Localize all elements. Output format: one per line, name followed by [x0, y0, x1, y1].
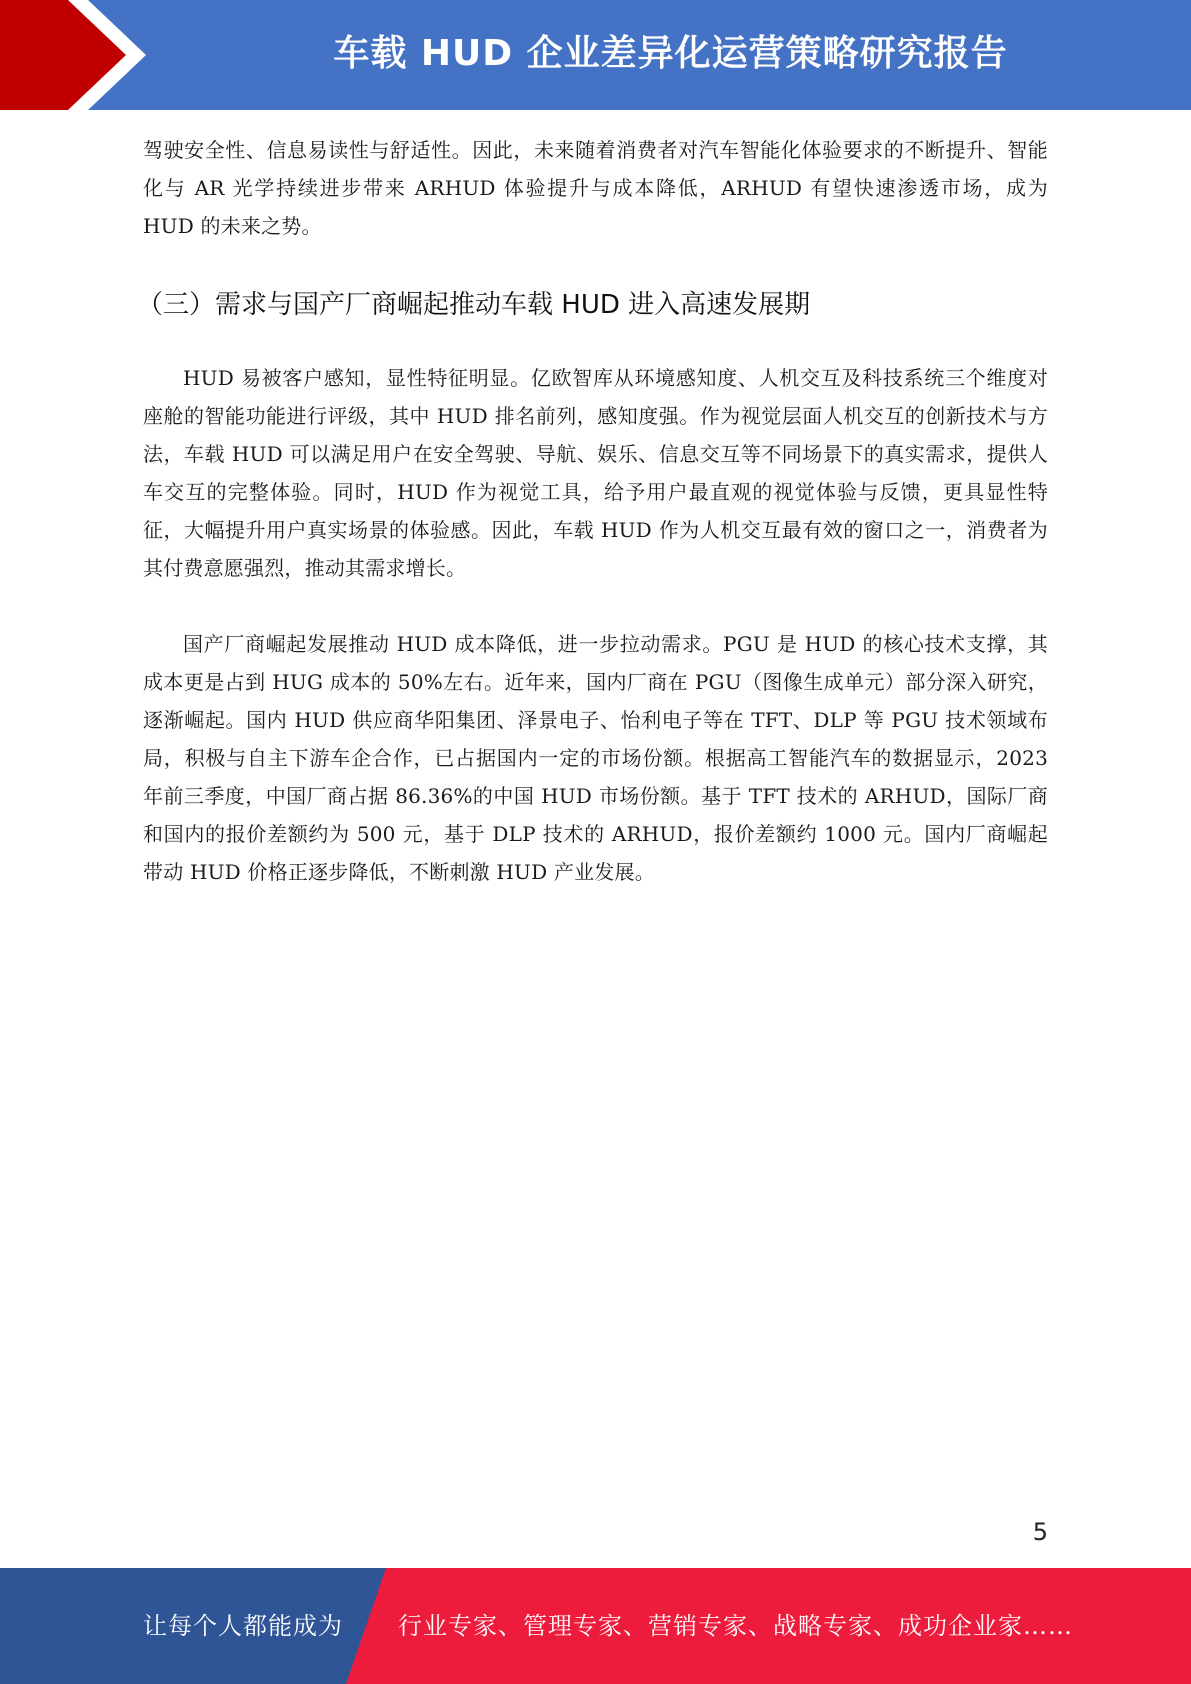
main-content — [137, 131, 1048, 891]
report-title: 车载 HUD 企业差异化运营策略研究报告 — [333, 33, 1008, 74]
page-header — [0, 0, 1191, 110]
page-footer — [0, 1568, 1191, 1684]
footer-slogan-left: 让每个人都能成为 — [143, 1612, 343, 1640]
header-chevron-shape — [0, 0, 160, 110]
footer-slogan-right: 行业专家、管理专家、营销专家、战略专家、成功企业家…… — [398, 1612, 1073, 1640]
section-heading: （三）需求与国产厂商崛起推动车载 HUD 进入高速发展期 — [137, 290, 811, 320]
body-paragraph-2: 国产厂商崛起发展推动 HUD 成本降低，进一步拉动需求。PGU 是 HUD 的核心技术支撑，其成本更是占到 HUG 成本的 50%左右。近年来，国内厂商在 PGU（图像生成单元）部分深入研究，逐渐崛起。国内 HUD 供应商华阳集团、泽景电子、怡利电子等在 TFT、DLP 等 PGU 技术领域布局，积极与自主下游车企合作，已占据国内一定的市场份额。根据高工智能汽车的数据显示，2023 年前三季度，中国厂商占据 86.36%的中国 HUD 市场份额。基于 TFT 技术的 ARHUD，国际厂商和国内的报价差额约为 500 元，基于 DLP 技术的 ARHUD，报价差额约 1000 元。国内厂商崛起带动 HUD 价格正逐步降低，不断刺激 HUD 产业发展。 — [143, 632, 1048, 884]
intro-paragraph: 驾驶安全性、信息易读性与舒适性。因此，未来随着消费者对汽车智能化体验要求的不断提升、智能化与 AR 光学持续进步带来 ARHUD 体验提升与成本降低，ARHUD 有望快速渗透市场，成为 HUD 的未来之势。 — [143, 138, 1048, 238]
body-paragraph-1: HUD 易被客户感知，显性特征明显。亿欧智库从环境感知度、人机交互及科技系统三个维度对座舱的智能功能进行评级，其中 HUD 排名前列，感知度强。作为视觉层面人机交互的创新技术与方法，车载 HUD 可以满足用户在安全驾驶、导航、娱乐、信息交互等不同场景下的真实需求，提供人车交互的完整体验。同时，HUD 作为视觉工具，给予用户最直观的视觉体验与反馈，更具显性特征，大幅提升用户真实场景的体验感。因此，车载 HUD 作为人机交互最有效的窗口之一，消费者为其付费意愿强烈，推动其需求增长。 — [143, 366, 1048, 580]
paragraph-spacer — [143, 587, 1048, 625]
page-number: 5 — [1032, 1518, 1048, 1546]
